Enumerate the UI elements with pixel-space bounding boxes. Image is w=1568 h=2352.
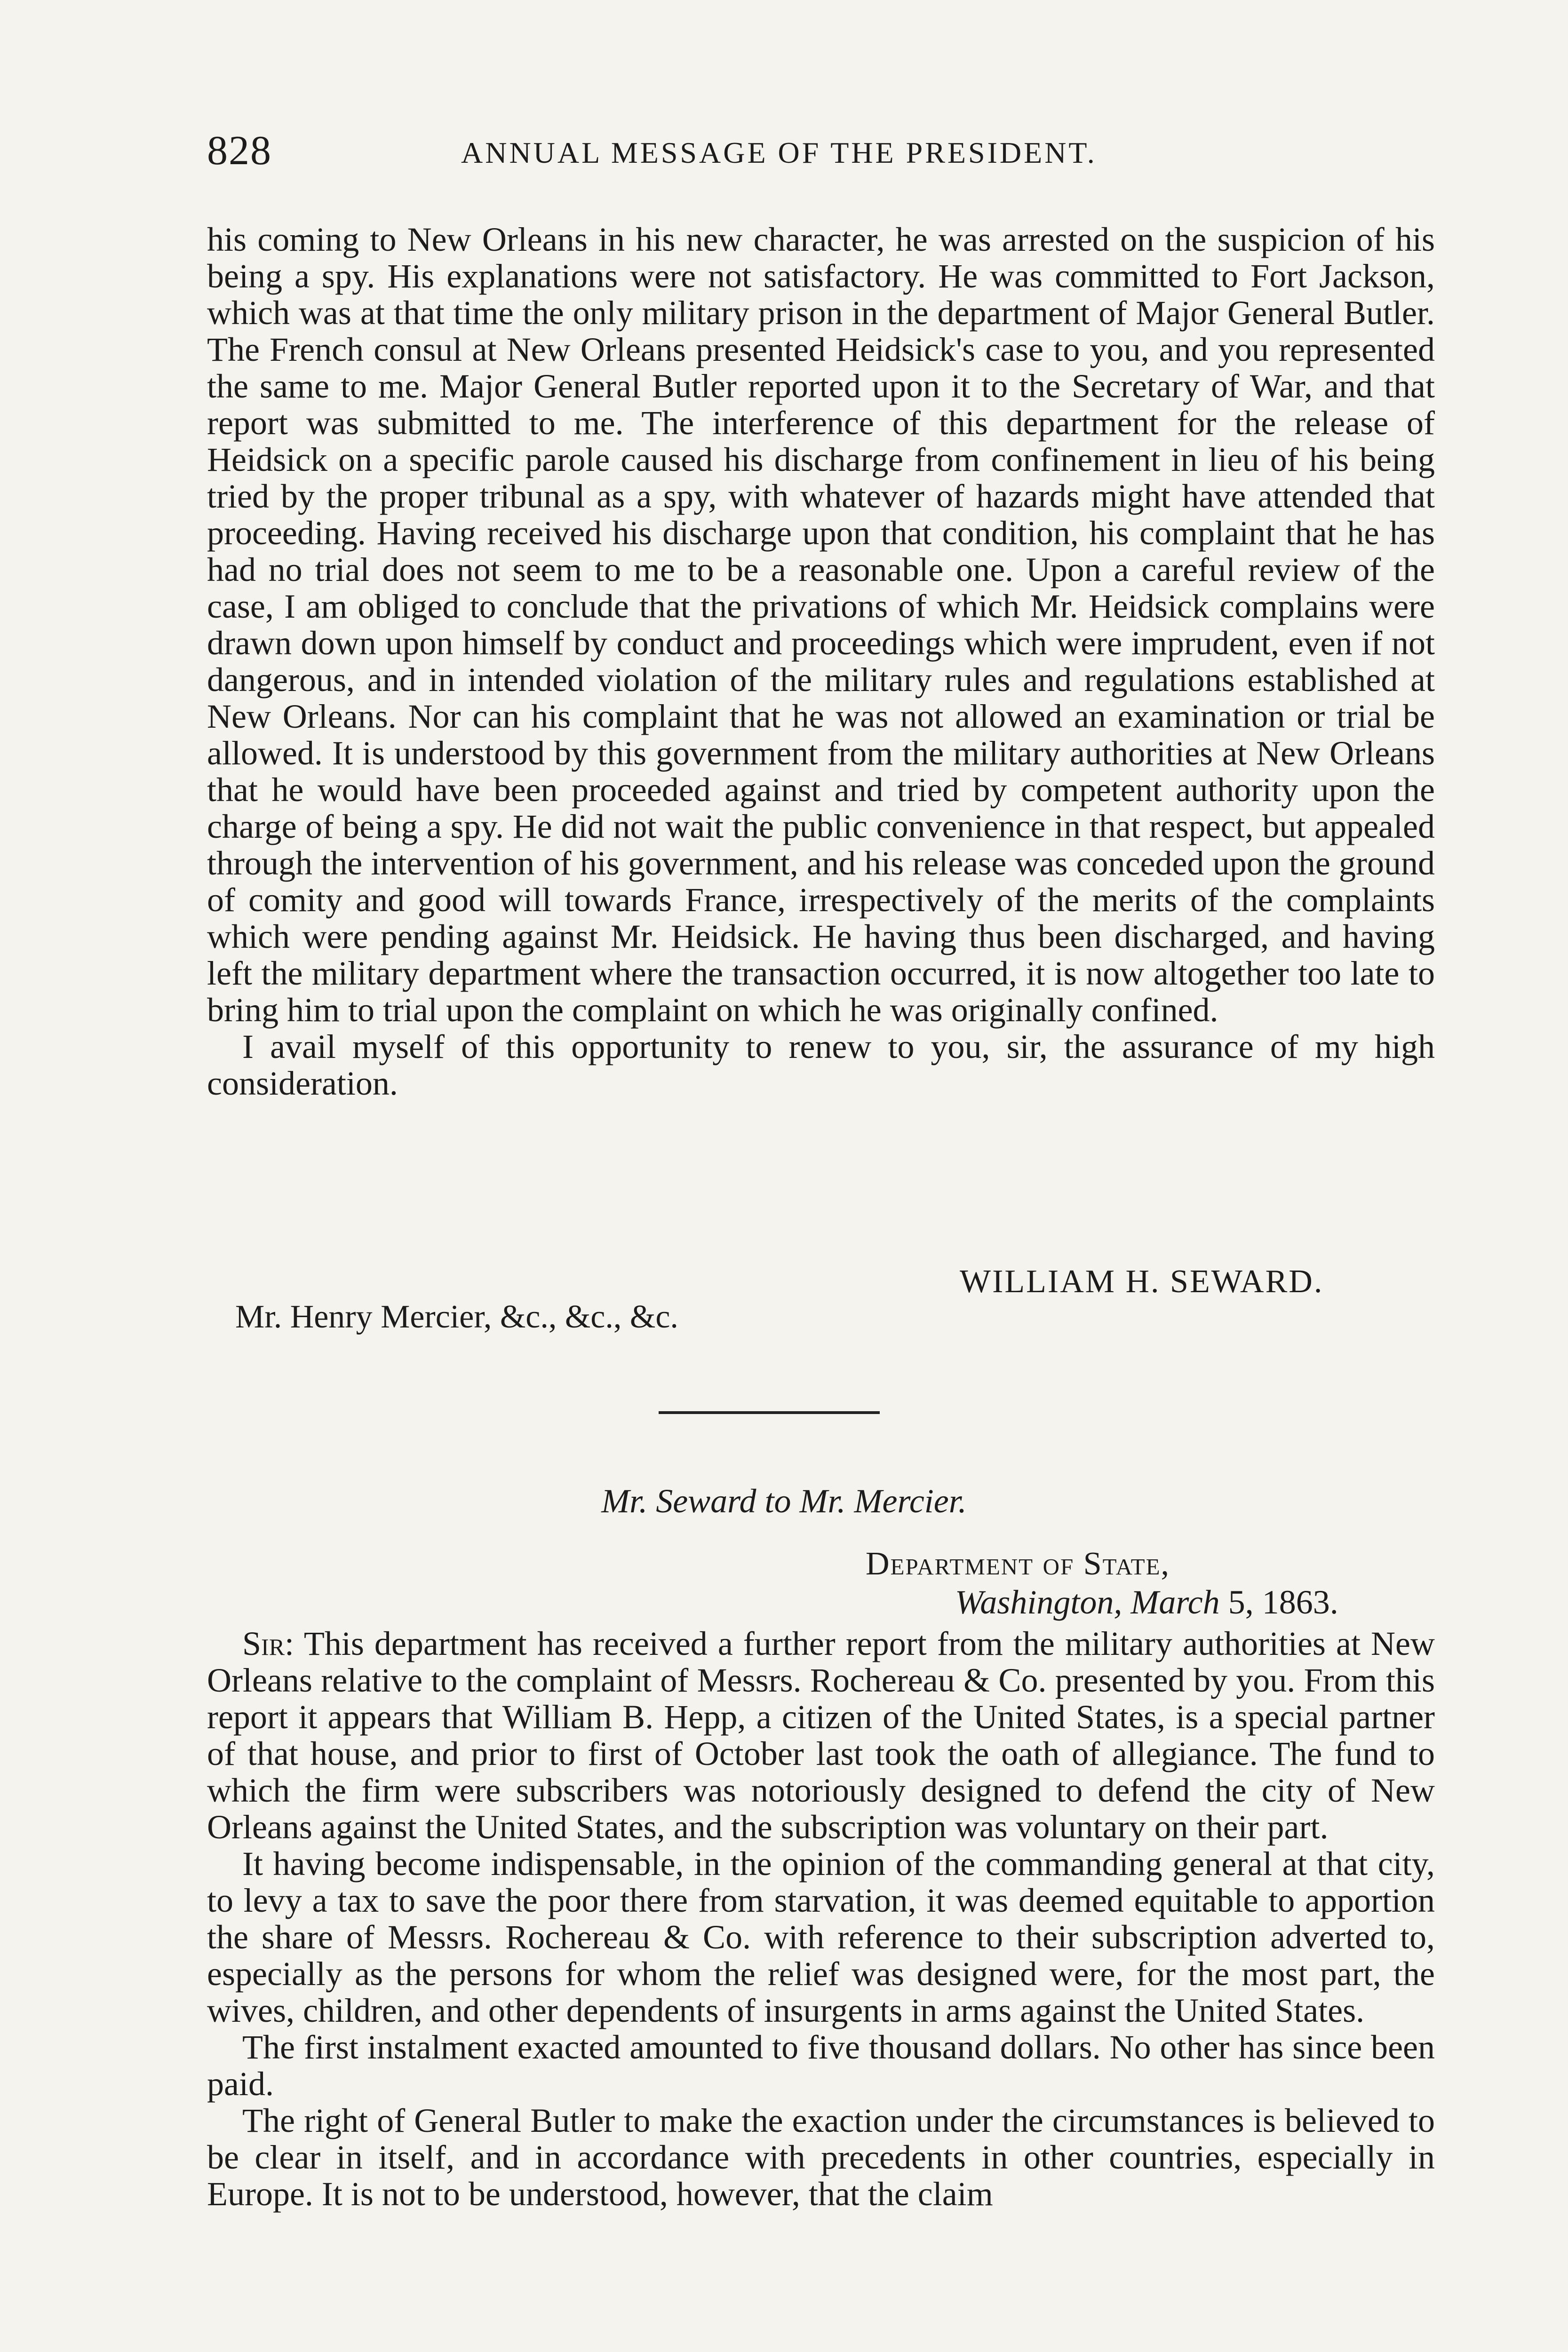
page-header (207, 127, 1430, 179)
date-numerals: 5, 1863. (1228, 1583, 1338, 1621)
letter2-body (207, 1625, 1435, 2212)
letter2-paragraph-1 (207, 1625, 1435, 1845)
paragraph-text: This department has received a further report from the military authorities at New Orleans relative to the complaint of Messrs. Rochereau & Co. presented by you. From this report it appears that William B. Hepp, a citizen of the United States, is a special partner of that house, and prior to first of October last took the oath of allegiance. The fund to which the firm were subscribers was notoriously designed to defend the city of New Orleans against the United States, and the subscription was voluntary on their part. (207, 1625, 1435, 1846)
letter1-paragraph: his coming to New Orleans in his new character, he was arrested on the suspicion of his being a spy. His explanations were not satisfactory. He was committed to Fort Jackson, which was at that time the only military prison in the department of Major General Butler. The French consul at New Orleans presented Heidsick's case to you, and you represented the same to me. Major General Butler reported upon it to the Secretary of War, and that report was submitted to me. The interference of this department for the release of Heidsick on a specific parole caused his discharge from confinement in lieu of his being tried by the proper tribunal as a spy, with whatever of hazards might have attended that proceeding. Having received his discharge upon that condition, his complaint that he has had no trial does not seem to me to be a reasonable one. Upon a careful review of the case, I am obliged to conclude that the privations of which Mr. Heidsick complains were drawn down upon himself by conduct and proceedings which were imprudent, even if not dangerous, and in intended violation of the military rules and regulations established at New Orleans. Nor can his complaint that he was not allowed an examination or trial be allowed. It is understood by this government from the military authorities at New Orleans that he would have been proceeded against and tried by competent authority upon the charge of being a spy. He did not wait the public convenience in that respect, but appealed through the intervention of his government, and his release was conceded upon the ground of comity and good will towards France, irrespectively of the merits of the complaints which were pending against Mr. Heidsick. He having thus been discharged, and having left the military department where the transaction occurred, it is now altogether too late to bring him to trial upon the complaint on which he was originally confined. (207, 221, 1435, 1029)
place-date: Washington, March (955, 1583, 1220, 1621)
letter1-body (207, 221, 1435, 1102)
signature: WILLIAM H. SEWARD. (960, 1263, 1324, 1300)
letter1-closing: I avail myself of this opportunity to renew to you, sir, the assurance of my high consideration. (207, 1028, 1435, 1102)
section-divider (659, 1411, 880, 1414)
salutation: Sir: (242, 1625, 294, 1662)
department-line: Department of State, (866, 1546, 1170, 1582)
letter2-paragraph-4: The right of General Butler to make the exaction under the circumstances is believed to be clear in itself, and in accordance with precedents in other countries, especially in Europe. It is not to be understood, however, that the claim (207, 2102, 1435, 2213)
addressee: Mr. Henry Mercier, &c., &c., &c. (235, 1299, 678, 1335)
running-head: ANNUAL MESSAGE OF THE PRESIDENT. (461, 136, 1097, 169)
page-number: 828 (207, 128, 272, 174)
letter2-paragraph-3: The first instalment exacted amounted to five thousand dollars. No other has since been paid. (207, 2028, 1435, 2103)
letter-title: Mr. Seward to Mr. Mercier. (601, 1482, 967, 1520)
place-date-line (955, 1583, 1338, 1622)
letter2-paragraph-2: It having become indispensable, in the opinion of the commanding general at that city, to levy a tax to save the poor there from starvation, it was deemed equitable to apportion the share of Messrs. Rochereau & Co. with reference to their subscription adverted to, especially as the persons for whom the relief was designed were, for the most part, the wives, children, and other dependents of insurgents in arms against the United States. (207, 1845, 1435, 2029)
